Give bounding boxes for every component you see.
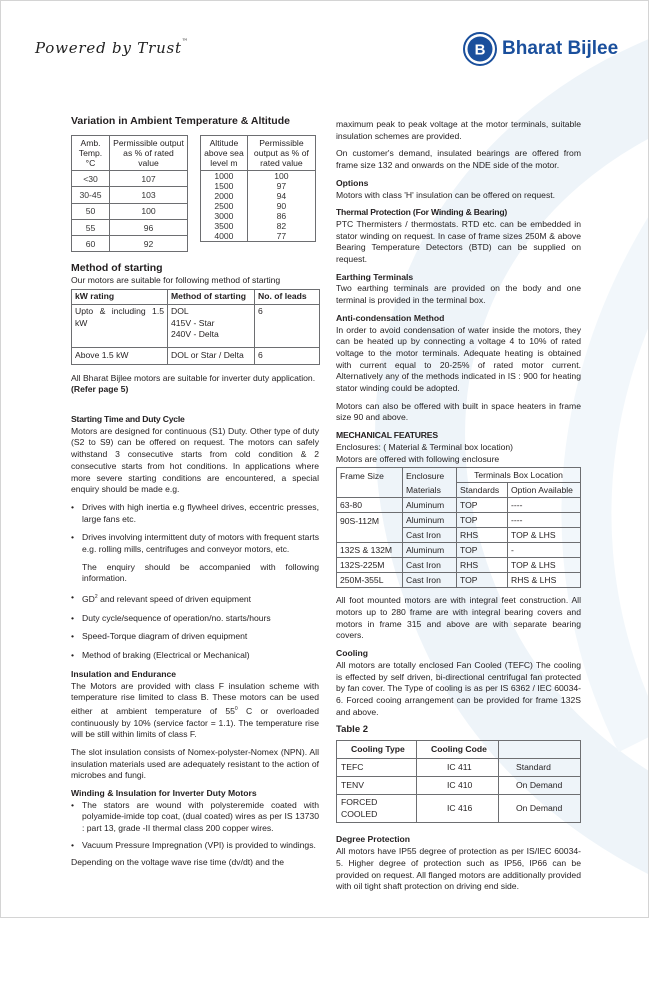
duty-bullet-list xyxy=(71,502,319,662)
table-row: 1500 97 xyxy=(201,181,316,191)
thermal-title: Thermal Protection (For Winding & Bearing) xyxy=(336,207,508,218)
starting-intro: Our motors are suitable for following method of starting xyxy=(71,274,281,285)
anti-condensation-body: In order to avoid condensation of water inside the motors, they can be heated up by connecting a voltage 4 to 10% of rated voltage to the motor terminals. Adequate heating is obtained with current equal to 20-25% of rated motor current. Alternatively any of the methods indicated in IS : 900 for heating stator winding could be adopted. xyxy=(336,324,581,394)
header-cell: Enclosure xyxy=(403,468,457,483)
winding-bullet-list xyxy=(71,800,319,852)
table-row: 3000 86 xyxy=(201,211,316,221)
mechanical-title: MECHANICAL FEATURES xyxy=(336,430,438,441)
cooling-table xyxy=(336,740,581,823)
table-row: 90S-112M Aluminum TOP ---- xyxy=(337,513,581,528)
peak-voltage-text: maximum peak to peak voltage at the motor terminals, suitable insulation schemes are provided. xyxy=(336,119,581,141)
degree-protection-title: Degree Protection xyxy=(336,834,411,845)
table2-title: Table 2 xyxy=(336,724,369,736)
table-row: 2000 94 xyxy=(201,191,316,201)
header-cell: Option Available xyxy=(508,483,581,498)
table-row: Cast Iron RHS TOP & LHS xyxy=(337,528,581,543)
header-cell xyxy=(499,741,581,759)
list-item: • Drives with high inertia e.g flywheel drives, eccentric presses, large fans etc. xyxy=(71,501,319,524)
svg-text:B: B xyxy=(474,41,486,59)
mechanical-intro: Motors are offered with following enclosure xyxy=(336,453,500,464)
degree-protection-body: All motors have IP55 degree of protection as per IS/IEC 60034-5. Higher degree of protection such as IP56, IP66 can be provided on request. All flanged motors are additionally provided with oil tight shaft protection on driving end side. xyxy=(336,846,581,892)
list-item: • Speed-Torque diagram of driven equipment xyxy=(71,631,248,642)
table-row: 3500 82 xyxy=(201,221,316,231)
duty-body: Motors are designed for continuous (S1) Duty. Other type of duty (S2 to S9) can be offered on request. The motors can safely withstand 3 consecutive starts from cold condition & 2 consecutive starts from hot conditions. In applications where more severe starting conditions are encountered, a special enquiry should be made e.g. xyxy=(71,425,319,495)
header-cell: Frame Size xyxy=(337,468,403,483)
header-cell: Standards xyxy=(457,483,508,498)
table-row: 132S & 132M Aluminum TOP - xyxy=(337,543,581,558)
insulation-title: Insulation and Endurance xyxy=(71,668,177,679)
insulated-bearings-text: On customer's demand, insulated bearings are offered from frame size 132 and onwards on the NDE side of the motor. xyxy=(336,148,581,171)
header-cell: Cooling Type xyxy=(337,741,417,759)
table-row: 132S-225M Cast Iron RHS TOP & LHS xyxy=(337,558,581,573)
enclosure-table xyxy=(336,467,581,588)
tagline: Powered by Trust™ xyxy=(35,38,189,57)
cooling-body: All motors are totally enclosed Fan Cooled (TEFC) The cooling is effected by self driven, bi-directional centrifugal fan protected by fan cover. The Type of cooling is as per IS 6362 / IEC 60034-6. Forced cooing arrangement can be provided for frame 132S and above. xyxy=(336,659,581,717)
header-cell: Altitude above sea level m xyxy=(201,136,248,171)
mechanical-subtitle: Enclosures: ( Material & Terminal box location) xyxy=(336,441,514,452)
feet-construction-text: All foot mounted motors are with integral feet construction. All motors up to 280 frame are with integral bearing covers and motors in frame 315 and above are with separate bearing covers. xyxy=(336,595,581,641)
list-item: • The stators are wound with polysteremide coated with polyamide-imide top coat, (dual coated) wires as per IS 13730 : part 13, grade -II thermal class 200 copper wires. xyxy=(71,799,319,834)
list-item: • Vacuum Pressure Impregnation (VPI) is provided to windings. xyxy=(71,839,316,850)
table-row: Above 1.5 kW DOL or Star / Delta 6 xyxy=(72,348,320,365)
left-column xyxy=(71,263,319,868)
duty-title: Starting Time and Duty Cycle xyxy=(71,414,185,425)
table-row: 2500 90 xyxy=(201,201,316,211)
header-cell: Method of starting xyxy=(168,290,255,305)
table-row: 60 92 xyxy=(72,236,188,252)
thermal-body: PTC Thermisters / thermostats. RTD etc. can be embedded in stator winding on request. In case of frame sizes 250M & above Bearing Temperature Detectors (BTD) can be supplied on request. xyxy=(336,218,581,265)
cooling-title: Cooling xyxy=(336,648,368,659)
starting-method-table xyxy=(71,289,320,364)
earthing-body: Two earthing terminals are provided on the body and one terminal is provided in the terminal box. xyxy=(336,283,581,306)
table-row: 4000 77 xyxy=(201,231,316,242)
table-row: Upto & including 1.5 kW DOL 415V - Star 240V - Delta 6 xyxy=(72,305,320,348)
starting-title: Method of starting xyxy=(71,262,163,274)
space-heaters-text: Motors can also be offered with built in space heaters in frame size 90 and above. xyxy=(336,400,581,423)
winding-title: Winding & Insulation for Inverter Duty Motors xyxy=(71,788,257,799)
bharat-bijlee-logo-mark xyxy=(463,32,497,66)
slot-insulation-body: The slot insulation consists of Nomex-polyster-Nomex (NPN). All insulation materials used are adequately resistant to the action of microbes and fungi. xyxy=(71,746,319,781)
table-row: 250M-355L Cast Iron TOP RHS & LHS xyxy=(337,573,581,588)
header-cell: Terminals Box Location xyxy=(457,468,581,483)
winding-body: Depending on the voltage wave rise time (dv/dt) and the xyxy=(71,856,285,867)
header-cell: Materials xyxy=(403,483,457,498)
header-cell: Amb. Temp. °C xyxy=(72,136,110,171)
header-cell: Permissible output as % of rated value xyxy=(110,136,188,171)
table-row: TENV IC 410 On Demand xyxy=(337,777,581,795)
options-title: Options xyxy=(336,177,369,188)
table-row: FORCED COOLED IC 416 On Demand xyxy=(337,795,581,823)
list-item: • $GD^2$ and relevant speed of driven equipment xyxy=(71,592,252,605)
brand-name: Bharat Bijlee xyxy=(502,38,619,59)
table-row: 63-80 Aluminum TOP ---- xyxy=(337,498,581,513)
earthing-title: Earthing Terminals xyxy=(336,271,414,282)
altitude-table xyxy=(200,135,316,242)
options-body: Motors with class 'H' insulation can be offered on request. xyxy=(336,189,556,200)
header-cell: No. of leads xyxy=(255,290,320,305)
table-row: TEFC IC 411 Standard xyxy=(337,759,581,777)
ambient-temperature-table xyxy=(71,135,188,252)
header-cell: Permissible output as % of rated value xyxy=(247,136,315,171)
table-row: 55 96 xyxy=(72,219,188,235)
table-row: 50 100 xyxy=(72,203,188,219)
ambient-title: Variation in Ambient Temperature & Altitude xyxy=(71,115,290,127)
header-cell: Cooling Code xyxy=(417,741,499,759)
table-row: 30-45 103 xyxy=(72,187,188,203)
anti-condensation-title: Anti-condensation Method xyxy=(336,312,445,323)
inverter-note: All Bharat Bijlee motors are suitable for inverter duty application. (Refer page 5) xyxy=(71,372,316,395)
brand-logo xyxy=(463,32,618,66)
header-cell: kW rating xyxy=(72,290,168,305)
list-item: • Duty cycle/sequence of operation/no. starts/hours xyxy=(71,612,271,623)
insulation-body: The Motors are provided with class F insulation scheme with temperature rise limited to class B. These motors can be used either at ambient temperature of $55^0$ C or overloaded continuously by 10% (service factor = 1.1). The temperature rise will be still within limits of class F. xyxy=(71,680,319,740)
list-item: • Drives involving intermittent duty of motors with frequent starts e.g. rolling mills, centrifuges and conveyor motors, etc. The enquiry should be accompanied with following information. xyxy=(71,532,319,584)
right-column xyxy=(336,119,581,893)
table-row: <30 107 xyxy=(72,171,188,187)
list-item: • Method of braking (Electrical or Mechanical) xyxy=(71,650,250,661)
table-row: 1000 100 xyxy=(201,171,316,182)
